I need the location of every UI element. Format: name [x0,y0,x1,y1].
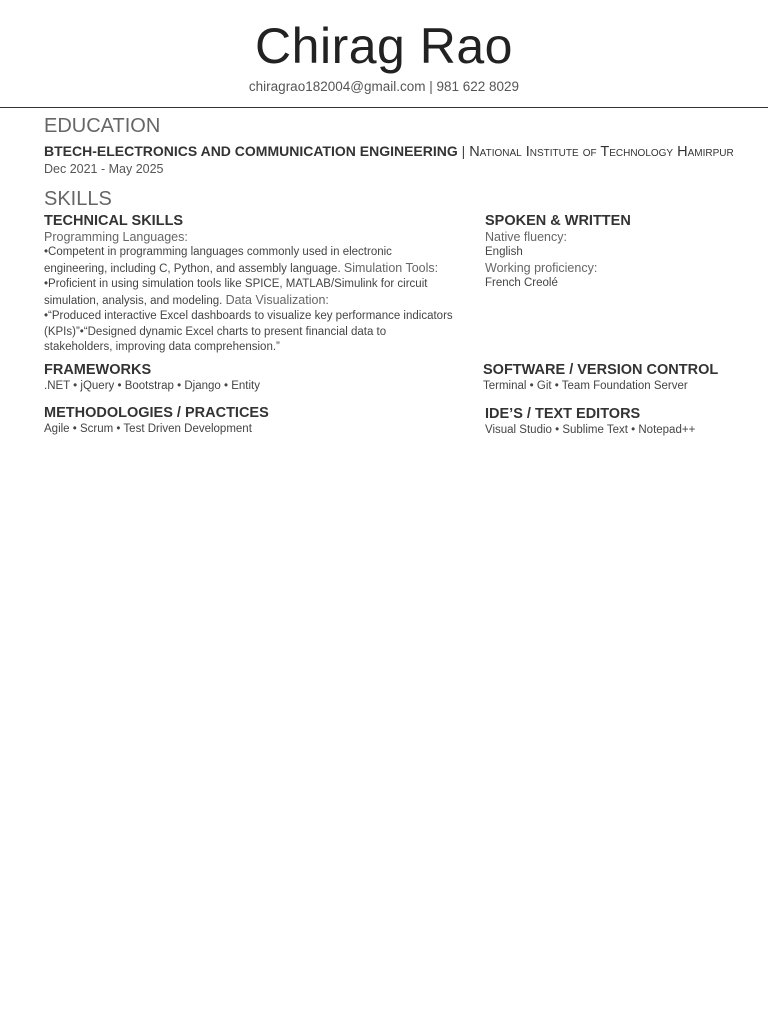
simulation-text: •Proficient in using simulation tools like SPICE, MATLAB/Simulink for circuit simulation, analysis, and modeling. [44,278,428,307]
resume-header [0,0,768,94]
methodologies-heading: METHODOLOGIES / PRACTICES [44,405,269,421]
skills-grid [44,212,734,472]
education-dates: Dec 2021 - May 2025 [44,162,164,176]
programming-label: Programming Languages: [44,230,188,244]
visualization-text: •“Produced interactive Excel dashboards to visualize key performance indicators (KPIs)”•“Designed dynamic Excel charts to present financial data to stakeholders, improving data comprehension.” [44,310,453,353]
software-heading: SOFTWARE / VERSION CONTROL [483,362,719,378]
frameworks-list: .NET • jQuery • Bootstrap • Django • Entity [44,380,260,392]
ides-block [485,405,735,439]
candidate-name: Chirag Rao [255,18,513,74]
frameworks-block [44,361,464,395]
native-label: Native fluency: [485,230,567,244]
school-name: National Institute of Technology Hamirpur [469,144,734,160]
spoken-languages-block [485,212,735,291]
methodologies-block [44,404,464,438]
technical-skills-block [44,212,454,356]
education-section [44,113,734,176]
ides-heading: IDE’S / TEXT EDITORS [485,406,641,422]
degree-separator: | [461,143,466,159]
programming-text: •Competent in programming languages commonly used in electronic engineering, including C, Python, and assembly language. [44,246,392,275]
education-title: EDUCATION [44,115,161,137]
header-divider [0,107,768,108]
visualization-label: Data Visualization: [225,292,329,307]
spoken-heading: SPOKEN & WRITTEN [485,213,631,229]
methodologies-list: Agile • Scrum • Test Driven Development [44,423,252,435]
degree-name: BTECH-ELECTRONICS AND COMMUNICATION ENGINEERING [44,143,458,159]
working-label: Working proficiency: [485,260,598,275]
technical-skills-heading: TECHNICAL SKILLS [44,213,184,229]
native-value: English [485,246,523,258]
working-value: French Creolé [485,276,558,289]
simulation-label: Simulation Tools: [343,260,439,275]
frameworks-heading: FRAMEWORKS [44,362,152,378]
skills-title: SKILLS [44,188,112,210]
software-block [483,361,735,395]
software-list: Terminal • Git • Team Foundation Server [483,380,688,392]
degree-line [44,142,734,161]
technical-skills-text [44,245,454,356]
contact-info: chiragrao182004@gmail.com | 981 622 8029 [248,79,520,94]
resume-body [44,113,734,472]
ides-list: Visual Studio • Sublime Text • Notepad++ [485,424,696,436]
